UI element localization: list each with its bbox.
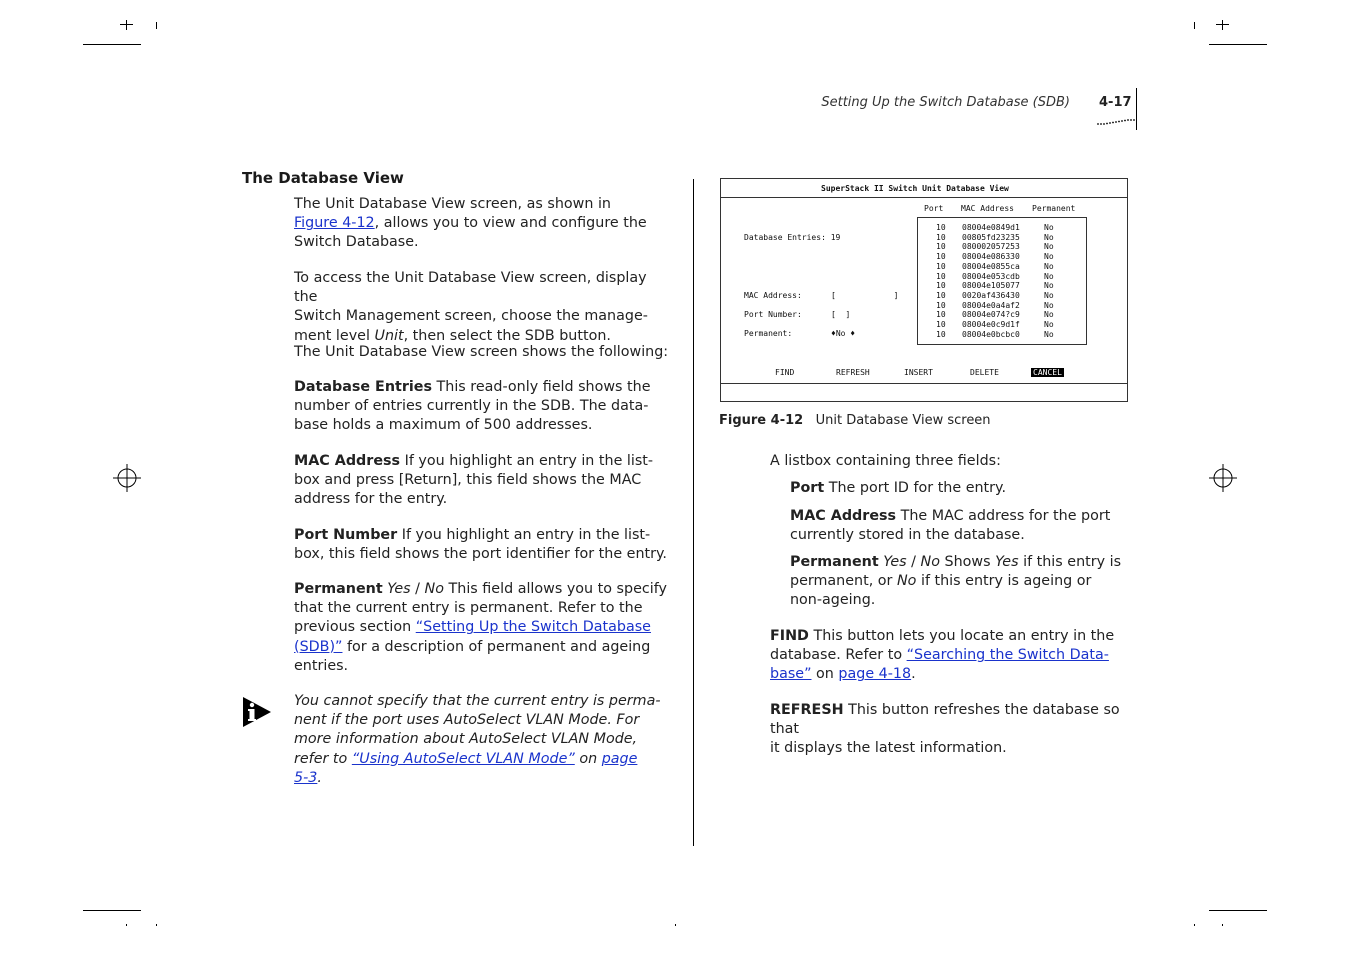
searching-sdb-link-cont[interactable]: base” <box>770 666 812 683</box>
row-port: 10 <box>936 281 946 291</box>
table-row[interactable] <box>918 233 1086 243</box>
setting-up-sdb-link-cont[interactable]: (SDB)” <box>294 638 343 655</box>
table-row[interactable] <box>918 330 1086 340</box>
table-row[interactable] <box>918 223 1086 233</box>
figure-caption: Figure 4-12 Unit Database View screen <box>719 413 991 428</box>
screen-title-rule <box>721 197 1127 198</box>
row-mac: 08004e0bcbc0 <box>962 329 1020 339</box>
row-perm: No <box>1044 261 1054 271</box>
mac-address-input[interactable]: [ ] <box>831 291 899 300</box>
row-perm: No <box>1044 281 1054 291</box>
row-port: 10 <box>936 261 946 271</box>
row-port: 10 <box>936 223 946 232</box>
screen-title: SuperStack II Switch Unit Database View <box>821 184 1009 193</box>
row-perm: No <box>1044 223 1054 232</box>
database-entries-paragraph: Database Entries This read-only field shows the number of entries currently in the SDB. The data- base holds a maximum of 500 addresses. <box>294 379 651 434</box>
registration-mark-left-icon <box>113 464 141 492</box>
row-mac: 08004e0c9d1f <box>962 320 1020 329</box>
mac-address-paragraph: MAC Address If you highlight an entry in the list- box and press [Return], this field shows the MAC address for the entry. <box>294 453 654 508</box>
info-note-icon <box>243 697 271 727</box>
database-entries-field: Database Entries: 19 <box>744 233 841 242</box>
row-mac: 08004e0849d1 <box>962 223 1020 232</box>
screen-status-rule <box>721 383 1127 384</box>
row-mac: 08004e074?c9 <box>962 310 1020 320</box>
autoselect-vlan-link[interactable]: “Using AutoSelect VLAN Mode” <box>351 750 575 767</box>
row-port: 10 <box>936 329 946 339</box>
row-perm: No <box>1044 252 1054 262</box>
row-perm: No <box>1044 329 1054 339</box>
port-number-paragraph: Port Number If you highlight an entry in the list- box, this field shows the port identifier for the entry. <box>294 527 667 563</box>
row-perm: No <box>1044 271 1054 281</box>
table-row[interactable] <box>918 320 1086 330</box>
page-4-18-link[interactable]: page 4-18 <box>838 666 912 683</box>
row-perm: No <box>1044 320 1054 329</box>
cancel-button[interactable]: CANCEL <box>1033 368 1062 377</box>
listbox-paragraph: A listbox containing three fields: <box>770 453 1001 469</box>
table-row[interactable] <box>918 242 1086 252</box>
mac-field-paragraph: MAC Address The MAC address for the port currently stored in the database. <box>790 508 1111 544</box>
col-mac-header: MAC Address <box>961 204 1014 213</box>
row-mac: 0020af436430 <box>962 290 1020 300</box>
unit-database-view-figure <box>720 178 1128 402</box>
row-mac: 08004e0a4af2 <box>962 300 1020 310</box>
table-row[interactable] <box>918 262 1086 272</box>
row-port: 10 <box>936 290 946 300</box>
page-link-cont[interactable]: 5-3 <box>294 769 318 786</box>
row-mac: 08004e053cdb <box>962 271 1020 281</box>
table-row[interactable] <box>918 291 1086 301</box>
permanent-label: Permanent: <box>744 329 793 338</box>
row-perm: No <box>1044 242 1054 252</box>
row-perm: No <box>1044 290 1054 300</box>
column-divider <box>693 179 694 846</box>
page-number: 4-17 <box>1099 95 1132 110</box>
intro-paragraph: The Unit Database View screen, as shown in Figure 4-12, allows you to view and configure the Switch Database. <box>294 196 647 251</box>
row-mac: 00805fd23235 <box>962 232 1020 242</box>
table-row[interactable] <box>918 272 1086 282</box>
row-port: 10 <box>936 320 946 329</box>
mac-address-label: MAC Address: <box>744 291 802 300</box>
registration-mark-right-icon <box>1209 464 1237 492</box>
section-title: The Database View <box>242 169 404 187</box>
entries-listbox[interactable] <box>917 217 1087 345</box>
insert-button[interactable]: INSERT <box>904 368 933 377</box>
table-row[interactable] <box>918 252 1086 262</box>
permanent-paragraph: Permanent Yes / No This field allows you to specify that the current entry is permanent. Refer to the previous section “Setting Up the Switch Database (SDB)” for a description of permanent and ageing entries. <box>294 581 667 674</box>
running-title: Setting Up the Switch Database (SDB) <box>821 95 1070 110</box>
row-mac: 08004e0855ca <box>962 261 1020 271</box>
table-row[interactable] <box>918 281 1086 291</box>
table-row[interactable] <box>918 310 1086 320</box>
header-dots-ornament <box>1097 117 1135 127</box>
note-paragraph: You cannot specify that the current entry is perma- nent if the port uses AutoSelect VLAN Mode. For more information about AutoSelect VLAN Mode, refer to “Using AutoSelect VLAN Mode” on page 5-3. <box>294 693 661 786</box>
refresh-paragraph: REFRESH This button refreshes the database so that it displays the latest information. <box>770 702 1120 757</box>
permanent-field-paragraph: Permanent Yes / No Shows Yes if this entry is permanent, or No if this entry is ageing or non-ageing. <box>790 554 1122 609</box>
access-paragraph: To access the Unit Database View screen, display the Switch Management screen, choose the manage- ment level Unit, then select the SDB button. <box>294 270 648 344</box>
searching-sdb-link[interactable]: “Searching the Switch Data- <box>906 647 1109 664</box>
page-link[interactable]: page <box>601 750 638 767</box>
shows-paragraph: The Unit Database View screen shows the following: <box>294 344 669 360</box>
permanent-toggle[interactable]: ♦No ♦ <box>831 329 856 338</box>
row-perm: No <box>1044 300 1054 310</box>
col-port-header: Port <box>924 204 944 213</box>
port-number-label: Port Number: <box>744 310 802 319</box>
find-button[interactable]: FIND <box>775 368 795 377</box>
col-perm-header: Permanent <box>1032 204 1076 213</box>
row-perm: No <box>1044 310 1054 320</box>
row-port: 10 <box>936 242 946 252</box>
row-mac: 08004e086330 <box>962 252 1020 262</box>
delete-button[interactable]: DELETE <box>970 368 999 377</box>
row-port: 10 <box>936 271 946 281</box>
row-port: 10 <box>936 252 946 262</box>
row-mac: 080002057253 <box>962 242 1020 252</box>
setting-up-sdb-link[interactable]: “Setting Up the Switch Database <box>415 619 651 636</box>
table-row[interactable] <box>918 301 1086 311</box>
row-mac: 08004e105077 <box>962 281 1020 291</box>
refresh-button[interactable]: REFRESH <box>836 368 870 377</box>
port-number-input[interactable]: [ ] <box>831 310 851 319</box>
figure-link[interactable]: Figure 4-12 <box>294 215 375 232</box>
port-field-paragraph: Port The port ID for the entry. <box>790 480 1007 496</box>
row-port: 10 <box>936 300 946 310</box>
header-rule <box>1136 88 1137 130</box>
row-port: 10 <box>936 232 946 242</box>
row-perm: No <box>1044 232 1054 242</box>
find-paragraph: FIND This button lets you locate an entry in the database. Refer to “Searching the Switch Data- base” on page 4-18. <box>770 628 1115 683</box>
row-port: 10 <box>936 310 946 320</box>
